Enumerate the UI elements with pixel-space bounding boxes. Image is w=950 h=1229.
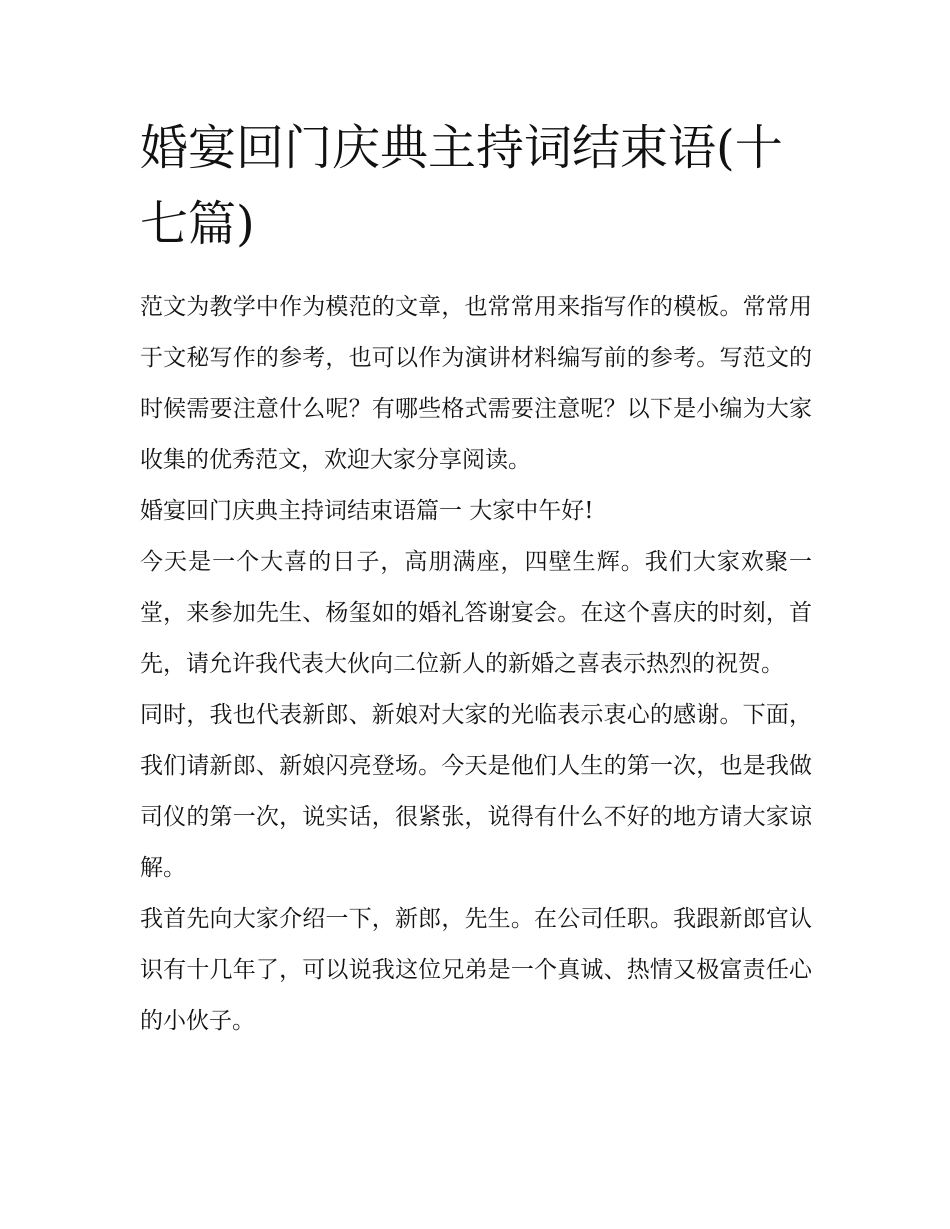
paragraph-section-heading: 婚宴回门庆典主持词结束语篇一 大家中午好! [140, 498, 594, 524]
paragraph-greeting: 今天是一个大喜的日子，高朋满座，四壁生辉。我们大家欢聚一堂，来参加先生、杨玺如的婚礼答谢宴会。在这个喜庆的时刻，首先，请允许我代表大伙向二位新人的新婚之喜表示热烈的祝贺。 [140, 549, 812, 677]
document-title: 婚宴回门庆典主持词结束语(十七篇) [140, 120, 783, 252]
paragraph-introduction: 我首先向大家介绍一下，新郎，先生。在公司任职。我跟新郎官认识有十几年了，可以说我这位兄弟是一个真诚、热情又极富责任心的小伙子。 [140, 906, 812, 1034]
paragraph-thanks: 同时，我也代表新郎、新娘对大家的光临表示衷心的感谢。下面，我们请新郎、新娘闪亮登场。今天是他们人生的第一次，也是我做司仪的第一次，说实话，很紧张，说得有什么不好的地方请大家谅解。 [140, 702, 812, 881]
document-body [140, 110, 812, 1047]
paragraph-intro: 范文为教学中作为模范的文章，也常常用来指写作的模板。常常用于文秘写作的参考，也可以作为演讲材料编写前的参考。写范文的时候需要注意什么呢？有哪些格式需要注意呢？以下是小编为大家收集的优秀范文，欢迎大家分享阅读。 [140, 294, 812, 473]
